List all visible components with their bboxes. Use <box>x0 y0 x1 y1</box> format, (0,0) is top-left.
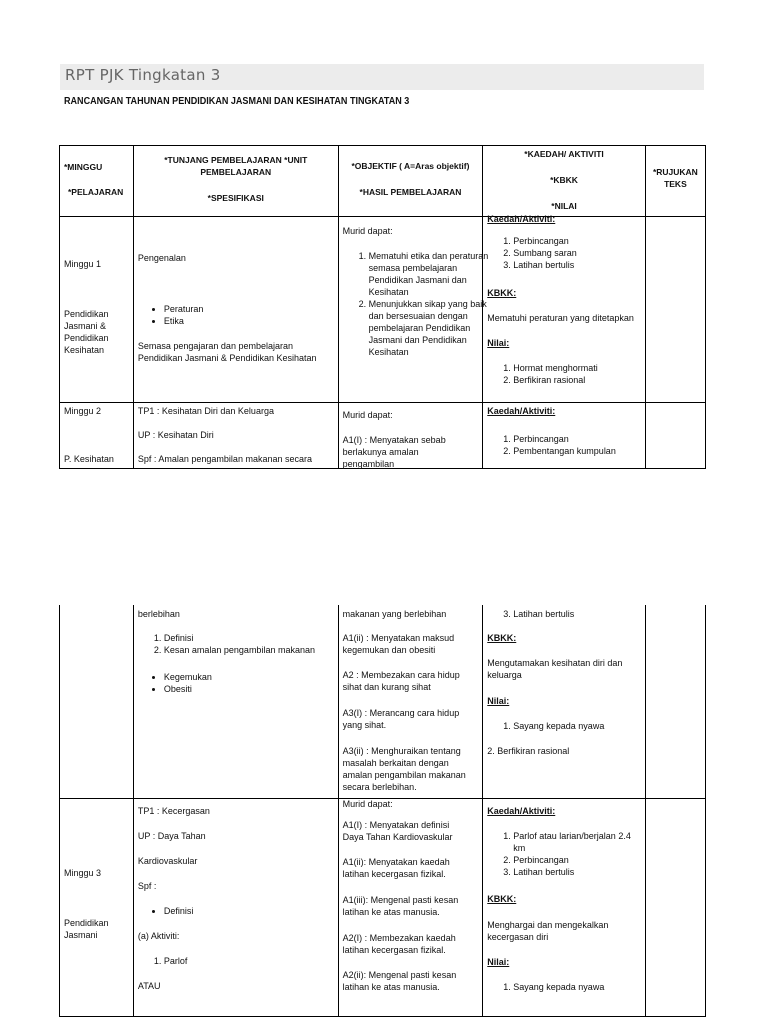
week-2-kaedah-label: Kaedah/Aktiviti: <box>487 406 556 416</box>
document-subtitle: RANCANGAN TAHUNAN PENDIDIKAN JASMANI DAN KESIHATAN TINGKATAN 3 <box>64 95 410 107</box>
week-2-cont-unit-cell <box>133 605 338 798</box>
week-2-spf: Spf : Amalan pengambilan makanan secara <box>137 454 312 464</box>
week-3-kaedah-label: Kaedah/Aktiviti: <box>487 805 556 816</box>
list-item: • Definisi <box>164 905 194 917</box>
week-1-kaedah-label: Kaedah/Aktiviti: <box>487 214 556 224</box>
list-item: 2. Berfikiran rasional <box>513 374 598 386</box>
week-2-nilai-list <box>487 720 604 732</box>
week-1-objektif-list <box>343 250 494 358</box>
header-objektif <box>338 146 483 217</box>
week-3-kaedah-cell <box>483 798 646 1016</box>
week-3-a1ii: A1(ii): Menyatakan kaedah latihan kecergasan fizikal. <box>342 856 450 879</box>
week-2-a3i: A3(I) : Merancang cara hidup yang sihat. <box>342 708 460 730</box>
week-2-nilai-label: Nilai: <box>487 696 510 706</box>
week-2-unit-cell <box>133 403 338 469</box>
week-1-spesifikasi: Semasa pengajaran dan pembelajaran Pendidikan Jasmani & Pendidikan Kesihatan <box>137 341 317 363</box>
week-3-label: Minggu 3 <box>64 867 102 878</box>
week-1-rujukan-cell <box>645 217 705 403</box>
week-3-pelajaran: Pendidikan Jasmani <box>64 917 109 940</box>
week-2-a1ii: A1(ii) : Menyatakan maksud kegemukan dan obesiti <box>342 633 455 655</box>
week-3-kaedah-list <box>487 830 643 878</box>
header-minggu <box>60 146 134 217</box>
week-2-kbkk: Mengutamakan kesihatan diri dan keluarga <box>487 658 623 680</box>
plan-table-page-2 <box>59 605 706 1017</box>
list-item: 1. Hormat menghormati <box>513 362 598 374</box>
header-row <box>60 146 706 217</box>
week-3-kbkk: Menghargai dan mengekalkan kecergasan diri <box>487 919 609 942</box>
week-1-pelajaran: Pendidikan Jasmani & Pendidikan Kesihatan <box>64 309 109 355</box>
week-2-kaedah-list-cont <box>487 608 574 620</box>
week-2-rujukan-cell <box>645 403 705 469</box>
header-objektif-label: *OBJEKTIF ( A=Aras objektif) <box>351 161 470 171</box>
list-item: 2. Perbincangan <box>513 854 643 866</box>
week-1-row <box>60 217 706 403</box>
header-pelajaran-label: *PELAJARAN <box>68 187 124 197</box>
week-1-label: Minggu 1 <box>64 259 102 269</box>
week-2-nilai-2: 2. Berfikiran rasional <box>487 746 570 756</box>
list-item: 1. Perbincangan <box>513 235 577 247</box>
week-2-bullet-list <box>138 671 212 695</box>
list-item: 3. Latihan bertulis <box>513 259 577 271</box>
week-1-nilai-label: Nilai: <box>487 338 510 348</box>
week-1-murid: Murid dapat: <box>342 226 393 236</box>
week-3-unit-cell <box>133 798 338 1016</box>
list-item: 3. Latihan bertulis <box>513 866 643 878</box>
week-3-tp: TP1 : Kecergasan <box>137 805 210 816</box>
week-3-murid: Murid dapat: <box>342 798 393 809</box>
header-kaedah <box>483 146 646 217</box>
header-tunjang-label: *TUNJANG PEMBELAJARAN *UNIT PEMBELAJARAN <box>164 155 308 177</box>
plan-table-page-1 <box>59 145 706 469</box>
list-item: • Obesiti <box>164 683 212 695</box>
week-3-kbkk-label: KBKK: <box>487 893 517 904</box>
week-3-row <box>60 798 706 1016</box>
week-2-label: Minggu 2 <box>64 406 102 416</box>
week-3-minggu-cell <box>60 798 134 1016</box>
week-2-a1i: A1(I) : Menyatakan sebab berlakunya amalan pengambilan <box>342 435 446 469</box>
list-item: 3. Latihan bertulis <box>513 608 574 620</box>
week-2-spf-cont: berlebihan <box>137 609 180 619</box>
week-2-sub-list <box>138 632 315 656</box>
list-item: • Etika <box>164 315 204 327</box>
week-2-a1i-cont: makanan yang berlebihan <box>342 609 447 619</box>
week-1-objektif-cell <box>338 217 489 403</box>
week-1-nilai-list <box>487 362 598 386</box>
week-3-aktiviti: (a) Aktiviti: <box>137 930 180 941</box>
list-item: 1. Parlof atau larian/berjalan 2.4 km <box>513 830 643 854</box>
week-1-unit: Pengenalan <box>137 253 186 263</box>
list-item: 2. Sumbang saran <box>513 247 577 259</box>
week-2-murid: Murid dapat: <box>342 410 393 420</box>
list-item: 1. Sayang kepada nyawa <box>513 720 604 732</box>
header-minggu-label: *MINGGU <box>64 162 103 172</box>
week-1-kbkk-label: KBKK: <box>487 288 517 298</box>
list-item: 2. Kesan amalan pengambilan makanan <box>164 644 315 656</box>
week-1-unit-cell <box>133 217 338 403</box>
document-title: RPT PJK Tingkatan 3 <box>65 66 221 84</box>
week-2-cont-kaedah-cell <box>483 605 646 798</box>
list-item: • Peraturan <box>164 303 204 315</box>
header-tunjang <box>133 146 338 217</box>
week-3-a2i: A2(I) : Membezakan kaedah latihan kecergasan fizikal. <box>342 932 456 955</box>
header-kbkk-label: *KBKK <box>550 175 578 185</box>
week-3-objektif-cell <box>338 798 483 1016</box>
list-item: 2. Menunjukkan sikap yang baik dan bersesuaian dengan pembelajaran Pendidikan Jasmani dan Pendidikan Kesihatan <box>369 298 494 358</box>
header-rujukan <box>645 146 705 217</box>
week-2-kbkk-label: KBKK: <box>487 633 517 643</box>
week-3-rujukan-cell <box>645 798 705 1016</box>
week-2-row <box>60 403 706 469</box>
list-item: 1. Definisi <box>164 632 315 644</box>
week-1-kaedah-cell <box>483 214 646 403</box>
week-2-a3ii: A3(ii) : Menghuraikan tentang masalah berkaitan dengan amalan pengambilan makanan secara berlebihan. <box>342 746 466 792</box>
week-3-atau: ATAU <box>137 980 161 991</box>
week-2-a2: A2 : Membezakan cara hidup sihat dan kurang sihat <box>342 670 460 692</box>
week-3-up: UP : Daya Tahan <box>137 830 206 841</box>
week-3-up2: Kardiovaskular <box>137 855 198 866</box>
header-nilai-label: *NILAI <box>551 201 577 211</box>
header-spesifikasi-label: *SPESIFIKASI <box>207 193 264 203</box>
week-1-bullet-list <box>138 303 204 327</box>
week-2-cont-minggu-cell <box>60 605 134 798</box>
week-3-nilai-label: Nilai: <box>487 956 510 967</box>
week-1-minggu-cell <box>60 217 134 403</box>
list-item: • Kegemukan <box>164 671 212 683</box>
week-3-aktiviti-list <box>138 955 188 967</box>
list-item: 1. Perbincangan <box>513 433 616 445</box>
week-3-a1iii: A1(iii): Mengenal pasti kesan latihan ke atas manusia. <box>342 894 459 917</box>
document-title-bar <box>60 64 704 90</box>
week-2-objektif-cell <box>338 403 483 469</box>
list-item: 1. Parlof <box>164 955 188 967</box>
list-item: 2. Pembentangan kumpulan <box>513 445 616 457</box>
week-2-pelajaran: P. Kesihatan <box>64 454 114 464</box>
header-hasil-label: *HASIL PEMBELAJARAN <box>359 187 462 197</box>
week-2-cont-objektif-cell <box>338 605 483 798</box>
header-kaedah-label: *KAEDAH/ AKTIVITI <box>524 149 604 159</box>
week-1-kbkk: Mematuhi peraturan yang ditetapkan <box>487 313 634 323</box>
list-item: 1. Mematuhi etika dan peraturan semasa pembelajaran Pendidikan Jasmani dan Kesihatan <box>369 250 494 298</box>
week-2-minggu-cell <box>60 403 134 469</box>
week-3-spf: Spf : <box>137 880 157 891</box>
week-2-cont-rujukan-cell <box>645 605 705 798</box>
week-2-kaedah-list <box>487 433 616 457</box>
week-3-nilai-list <box>487 981 604 993</box>
week-1-kaedah-list <box>487 235 577 271</box>
week-2-tp: TP1 : Kesihatan Diri dan Keluarga <box>137 406 274 416</box>
week-3-a2ii: A2(ii): Mengenal pasti kesan latihan ke atas manusia. <box>342 969 457 992</box>
list-item: 1. Sayang kepada nyawa <box>513 981 604 993</box>
week-2-continued-row <box>60 605 706 798</box>
week-2-kaedah-cell <box>483 403 646 469</box>
week-3-a1i: A1(I) : Menyatakan definisi Daya Tahan Kardiovaskular <box>342 819 453 842</box>
header-rujukan-label: *RUJUKAN TEKS <box>652 167 698 189</box>
week-2-up: UP : Kesihatan Diri <box>137 430 214 440</box>
week-3-bullet-list <box>138 905 194 917</box>
